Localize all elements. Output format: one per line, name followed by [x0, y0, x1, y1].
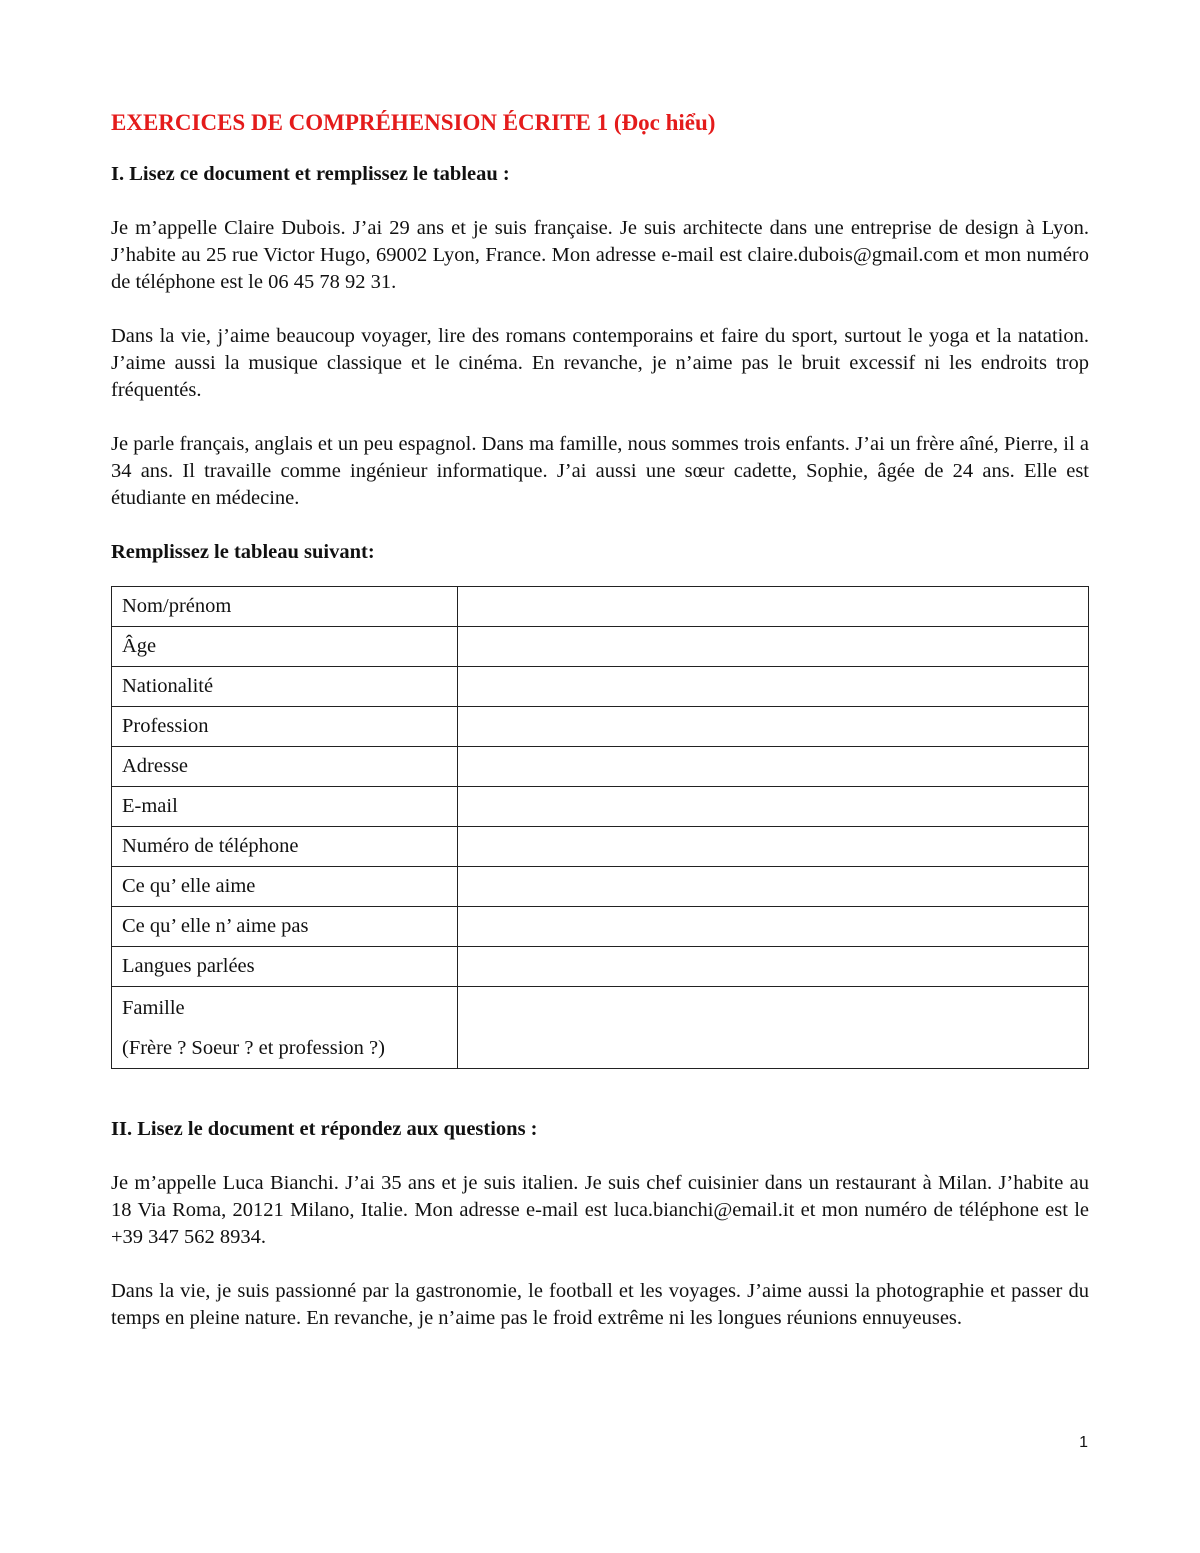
row-label-profession: Profession	[112, 707, 458, 747]
answer-cell-languages[interactable]	[458, 947, 1089, 987]
row-label-dislikes: Ce qu’ elle n’ aime pas	[112, 907, 458, 947]
family-label-line-2: (Frère ? Soeur ? et profession ?)	[122, 1037, 385, 1059]
section-1-paragraph-1: Je m’appelle Claire Dubois. J’ai 29 ans et je suis française. Je suis architecte dans une entreprise de design à Lyon. J’habite au 25 rue Victor Hugo, 69002 Lyon, France. Mon adresse e-mail est claire.dubois@gmail.com et mon numéro de téléphone est le 06 45 78 92 31.	[111, 217, 1089, 293]
page-number: 1	[1079, 1434, 1088, 1451]
table-row	[112, 987, 1089, 1069]
answer-cell-profession[interactable]	[458, 707, 1089, 747]
section-2-paragraph-2: Dans la vie, je suis passionné par la gastronomie, le football et les voyages. J’aime aussi la photographie et passer du temps en pleine nature. En revanche, je n’aime pas le froid extrême ni les longues réunions ennuyeuses.	[111, 1280, 1089, 1329]
row-label-likes: Ce qu’ elle aime	[112, 867, 458, 907]
row-label-name: Nom/prénom	[112, 587, 458, 627]
row-label-email: E-mail	[112, 787, 458, 827]
row-label-nationality: Nationalité	[112, 667, 458, 707]
document-page	[111, 108, 1089, 1332]
section-2-paragraph-1: Je m’appelle Luca Bianchi. J’ai 35 ans et je suis italien. Je suis chef cuisinier dans un restaurant à Milan. J’habite au 18 Via Roma, 20121 Milano, Italie. Mon adresse e-mail est luca.bianchi@email.it et mon numéro de téléphone est le +39 347 562 8934.	[111, 1172, 1089, 1248]
section-1-heading: I. Lisez ce document et remplissez le tableau :	[111, 163, 510, 185]
section-1-paragraph-3: Je parle français, anglais et un peu espagnol. Dans ma famille, nous sommes trois enfants. J’ai un frère aîné, Pierre, il a 34 ans. Il travaille comme ingénieur informatique. J’ai aussi une sœur cadette, Sophie, âgée de 24 ans. Elle est étudiante en médecine.	[111, 433, 1089, 509]
info-table	[111, 586, 1089, 1069]
row-label-address: Adresse	[112, 747, 458, 787]
section-2-heading: II. Lisez le document et répondez aux questions :	[111, 1118, 538, 1140]
table-row	[112, 787, 1089, 827]
document-title: EXERCICES DE COMPRÉHENSION ÉCRITE 1 (Đọc hiểu)	[111, 110, 716, 135]
table-row	[112, 867, 1089, 907]
table-heading: Remplissez le tableau suivant:	[111, 541, 375, 563]
answer-cell-email[interactable]	[458, 787, 1089, 827]
answer-cell-age[interactable]	[458, 627, 1089, 667]
row-label-age: Âge	[112, 627, 458, 667]
answer-cell-address[interactable]	[458, 747, 1089, 787]
table-row	[112, 667, 1089, 707]
table-row	[112, 747, 1089, 787]
family-label-line-1: Famille	[122, 997, 185, 1019]
table-row	[112, 707, 1089, 747]
answer-cell-dislikes[interactable]	[458, 907, 1089, 947]
row-label-family	[112, 987, 458, 1069]
answer-cell-nationality[interactable]	[458, 667, 1089, 707]
section-1-paragraph-2: Dans la vie, j’aime beaucoup voyager, lire des romans contemporains et faire du sport, surtout le yoga et la natation. J’aime aussi la musique classique et le cinéma. En revanche, je n’aime pas le bruit excessif ni les endroits trop fréquentés.	[111, 325, 1089, 401]
table-row	[112, 827, 1089, 867]
table-row	[112, 947, 1089, 987]
row-label-phone: Numéro de téléphone	[112, 827, 458, 867]
table-row	[112, 627, 1089, 667]
table-row	[112, 907, 1089, 947]
row-label-languages: Langues parlées	[112, 947, 458, 987]
answer-cell-phone[interactable]	[458, 827, 1089, 867]
answer-cell-likes[interactable]	[458, 867, 1089, 907]
table-row	[112, 587, 1089, 627]
answer-cell-family[interactable]	[458, 987, 1089, 1069]
answer-cell-name[interactable]	[458, 587, 1089, 627]
